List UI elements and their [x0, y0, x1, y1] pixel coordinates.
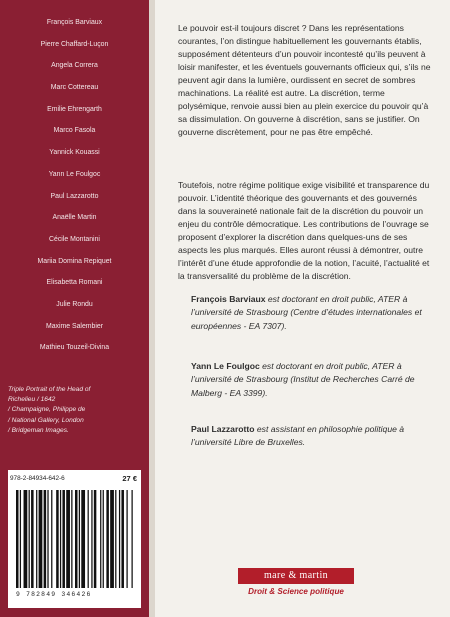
- author-name: Mathieu Touzeil-Divina: [39, 344, 110, 352]
- bio-text: est doctorant en droit public, ATER à l’université de Strasbourg (Centre d’études internationales et européennes - EA 7307).: [191, 294, 422, 331]
- author-name: Elisabetta Romani: [46, 279, 103, 287]
- spine-strip: [149, 0, 155, 617]
- author-name: Paul Lazzarotto: [50, 192, 99, 200]
- bio-text: est doctorant en droit public, ATER à l’université de Strasbourg (Institut de Recherches Carré de Malberg - EA 3399).: [191, 361, 415, 398]
- author-name: Marco Fasola: [53, 127, 96, 135]
- publisher-logo: mare & martin: [238, 568, 354, 584]
- author-name: Maxime Salembier: [45, 322, 104, 330]
- bio-text: est assistant en philosophie politique à l’université Libre de Bruxelles.: [191, 424, 405, 448]
- author-name: Yann Le Foulgoc: [48, 170, 101, 178]
- bio-name: Yann Le Foulgoc: [191, 361, 260, 371]
- author-name: Emilie Ehrengarth: [47, 105, 102, 113]
- author-name: Yannick Kouassi: [49, 149, 100, 157]
- barcode-digits: 9 782849 346426: [16, 591, 92, 598]
- barcode-panel: [8, 470, 141, 608]
- credit-line: Triple Portrait of the Head of: [8, 386, 91, 393]
- author-name: François Barviaux: [46, 19, 103, 26]
- bio-le-foulgoc: [191, 360, 431, 400]
- price-tag: 27 €: [122, 474, 137, 483]
- collection-name: Droit & Science politique: [248, 587, 344, 596]
- author-name: Anaëlle Martin: [52, 214, 97, 222]
- blurb-paragraph-2: Toutefois, notre régime politique exige visibilité et transparence du pouvoir. L’identité théorique des gouvernants et des gouvernés dans la souveraineté nationale fait de la discrétion du pouvoir un enjeu du contrôle démocratique. Les contributions de l’ouvrage se proposent d’explorer la discrétion dans quelques-uns de ses aspects les plus marqués. Elles auront réussi à démontrer, outre l’intérêt d’une étude approfondie de la notion, l’acuité, l’actualité et la transversalité du problème de la discrétion.: [178, 180, 430, 281]
- blurb-paragraph-1: Le pouvoir est-il toujours discret ? Dans les représentations courantes, l’on distingue habituellement les gouvernants établis, supposément détenteurs d’un pouvoir incontesté qu’ils peuvent à loisir manifester, et les éventuels gouvernants officieux qui, s’ils ne peuvent agir dans la lumière, ourdissent en secret de sombres machinations. La réalité est autre. La discrétion, terme polysémique, renvoie aussi bien au plein exercice du pouvoir qu’à sa dissimulation. On gouverne à discrétion, sans se justifier. On gouverne discrètement, pour ne pas être empêché.: [178, 23, 431, 137]
- author-list: [0, 12, 149, 359]
- bio-barviaux: [191, 293, 431, 333]
- author-name: Julie Rondu: [56, 300, 93, 308]
- author-name: Angela Correra: [51, 62, 98, 70]
- bio-name: Paul Lazzarotto: [191, 424, 255, 434]
- credit-line: Richelieu / 1642: [8, 396, 56, 404]
- image-credit: [8, 385, 108, 436]
- author-name: Cécile Montanini: [49, 235, 100, 243]
- author-name: Marc Cottereau: [50, 84, 99, 92]
- author-sidebar: [0, 0, 149, 617]
- credit-line: / Bridgeman Images.: [8, 426, 69, 434]
- author-name: Pierre Chaffard-Luçon: [40, 40, 109, 48]
- isbn-number: 978-2-84934-642-6: [10, 475, 65, 482]
- credit-line: / National Gallery, London: [8, 416, 84, 424]
- credit-line: / Champaigne, Philippe de: [8, 406, 86, 414]
- author-name: Mariia Domina Repiquet: [37, 257, 112, 265]
- barcode-icon: [16, 490, 134, 588]
- bio-name: François Barviaux: [191, 294, 266, 304]
- bio-lazzarotto: [191, 423, 431, 450]
